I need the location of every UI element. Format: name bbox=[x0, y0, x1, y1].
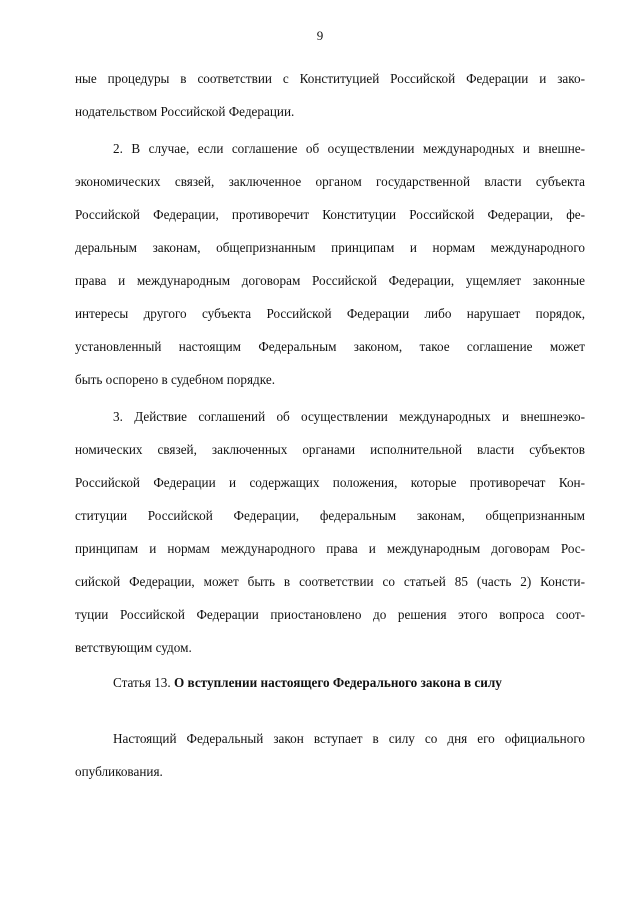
text-line: ветствующим судом. bbox=[75, 640, 192, 655]
text-line: Российской Федерации, противоречит Конституции Российской Федерации, фе- bbox=[75, 207, 585, 222]
article-title: О вступлении настоящего Федерального закона в силу bbox=[173, 675, 502, 690]
text-line: Российской Федерации и содержащих положения, которые противоречат Кон- bbox=[75, 475, 585, 490]
paragraph-4 bbox=[75, 722, 585, 788]
text-line: установленный настоящим Федеральным законом, такое соглашение может bbox=[75, 339, 585, 354]
text-line: сийской Федерации, может быть в соответствии со статьей 85 (часть 2) Консти- bbox=[75, 574, 585, 589]
document-body bbox=[75, 62, 585, 664]
text-line: права и международным договорам Российской Федерации, ущемляет законные bbox=[75, 273, 585, 288]
article-heading bbox=[113, 675, 502, 691]
text-line: опубликования. bbox=[75, 764, 163, 779]
text-line: принципам и нормам международного права и международным договорам Рос- bbox=[75, 541, 585, 556]
text-line: ституции Российской Федерации, федеральным законам, общепризнанным bbox=[75, 508, 585, 523]
text-line: ные процедуры в соответствии с Конституцией Российской Федерации и зако- bbox=[75, 71, 585, 86]
text-line: номических связей, заключенных органами исполнительной власти субъектов bbox=[75, 442, 585, 457]
paragraph-3 bbox=[75, 400, 585, 664]
paragraph-2 bbox=[75, 132, 585, 396]
text-line: 3. Действие соглашений об осуществлении международных и внешнеэко- bbox=[113, 409, 585, 424]
page-number: 9 bbox=[316, 28, 324, 43]
text-line: Настоящий Федеральный закон вступает в силу со дня его официального bbox=[113, 731, 585, 746]
article-number: Статья 13. bbox=[113, 675, 174, 690]
text-line: нодательством Российской Федерации. bbox=[75, 104, 295, 119]
text-line: экономических связей, заключенное органом государственной власти субъекта bbox=[75, 174, 585, 189]
text-line: 2. В случае, если соглашение об осуществлении международных и внешне- bbox=[113, 141, 585, 156]
paragraph-1 bbox=[75, 62, 585, 128]
text-line: интересы другого субъекта Российской Федерации либо нарушает порядок, bbox=[75, 306, 585, 321]
text-line: туции Российской Федерации приостановлено до решения этого вопроса соот- bbox=[75, 607, 585, 622]
text-line: быть оспорено в судебном порядке. bbox=[75, 372, 275, 387]
text-line: деральным законам, общепризнанным принципам и нормам международного bbox=[75, 240, 585, 255]
